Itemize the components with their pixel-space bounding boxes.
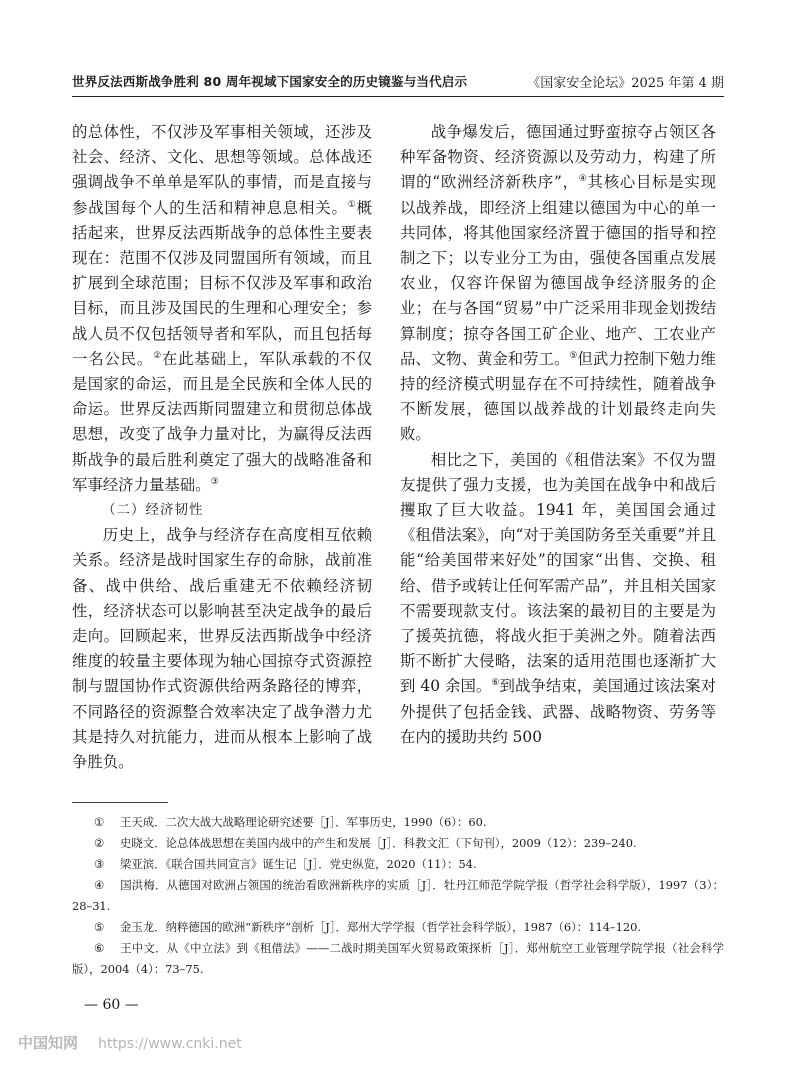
footnote-item: ④ 国洪梅．从德国对欧洲占领国的统治看欧洲新秩序的实质［J］．牡丹江师范学院学报（哲学社会科学版），1997（3）：28–31. xyxy=(72,875,724,917)
footnote-ref-6[interactable]: ⑥ xyxy=(491,678,500,689)
footnote-ref-4[interactable]: ④ xyxy=(578,174,588,185)
footnote-number: ⑤ xyxy=(94,920,105,934)
header-rule xyxy=(72,96,724,97)
right-paragraph-1: 战争爆发后，德国通过野蛮掠夺占领区各种军备物资、经济资源以及劳动力，构建了所谓的“欧洲经济新秩序”，④其核心目标是实现以战养战，即经济上组建以德国为中心的单一共同体，将其他国家经济置于德国的指导和控制之下；以专业分工为由，强使各国重点发展农业，仅容许保留为德国战争经济服务的企业；在与各国“贸易”中广泛采用非现金划拨结算制度；掠夺各国工矿企业、地产、工农业产品、文物、黄金和劳工。⑤但武力控制下勉力维持的经济模式明显存在不可持续性，随着战争不断发展，德国以战养战的计划最终走向失败。 xyxy=(400,123,716,444)
watermark xyxy=(18,1032,242,1053)
footnote-ref-1[interactable]: ① xyxy=(347,199,357,210)
footnote-item: ⑤ 金玉龙．纳粹德国的欧洲“新秩序”剖析［J］．郑州大学学报（哲学社会科学版），1987（6）：114–120. xyxy=(72,917,724,938)
page-number: — 60 — xyxy=(84,997,139,1013)
footnotes xyxy=(72,812,724,980)
footnote-number: ④ xyxy=(94,878,105,892)
footnote-ref-2[interactable]: ② xyxy=(153,350,162,361)
running-header-title: 世界反法西斯战争胜利 80 周年视域下国家安全的历史镜鉴与当代启示 xyxy=(72,74,468,89)
running-header-journal: 《国家安全论坛》2025 年第 4 期 xyxy=(527,76,724,91)
running-header xyxy=(72,68,724,92)
footnote-item: ⑥ 王中文．从《中立法》到《租借法》——二战时期美国军火贸易政策探析［J］．郑州航空工业管理学院学报（社会科学版），2004（4）：73–75. xyxy=(72,938,724,980)
right-column xyxy=(400,120,716,750)
section-heading-economic-resilience: （二）经济韧性 xyxy=(102,502,204,519)
footnote-item: ② 史晓文．论总体战思想在美国内战中的产生和发展［J］．科教文汇（下旬刊），2009（12）：239–240. xyxy=(72,833,724,854)
footnote-item: ③ 梁亚滨．《联合国共同宣言》诞生记［J］．党史纵览，2020（11）：54. xyxy=(72,854,724,875)
footnote-item: ① 王天成．二次大战大战略理论研究述要［J］．军事历史，1990（6）：60. xyxy=(72,812,724,833)
footnote-number: ⑥ xyxy=(94,941,105,955)
footnote-ref-5[interactable]: ⑤ xyxy=(569,350,578,361)
watermark-url: https://www.cnki.net xyxy=(98,1036,242,1052)
footnote-number: ③ xyxy=(94,857,105,871)
watermark-brand: 中国知网 xyxy=(18,1034,79,1052)
footnote-number: ① xyxy=(94,815,105,829)
left-paragraph-2: 历史上，战争与经济存在高度相互依赖关系。经济是战时国家生存的命脉，战前准备、战中供给、战后重建无不依赖经济韧性，经济状态可以影响甚至决定战争的最后走向。回顾起来，世界反法西斯战争中经济维度的较量主要体现为轴心国掠夺式资源控制与盟国协作式资源供给两条路径的博弈，不同路径的资源整合效率决定了战争潜力尤其是持久对抗能力，进而从根本上影响了战争胜负。 xyxy=(72,526,372,772)
footnote-rule xyxy=(72,802,168,803)
footnote-number: ② xyxy=(94,836,105,850)
right-paragraph-2: 相比之下，美国的《租借法案》不仅为盟友提供了强力支援，也为美国在战争中和战后攫取了巨大收益。1941 年，美国国会通过《租借法案》，向“对于美国防务至关重要”并且能“给美国带来好处”的国家“出售、交换、租给、借予或转让任何军需产品”，并且相关国家不需要现款支付。该法案的最初目的主要是为了援英抗德，将战火拒于美洲之外。随着法西斯不断扩大侵略，法案的适用范围也逐渐扩大到 40 余国。⑥到战争结束，美国通过该法案对外提供了包括金钱、武器、战略物资、劳务等在内的援助共约 500 xyxy=(400,450,716,746)
footnote-ref-3[interactable]: ③ xyxy=(210,476,219,487)
left-column xyxy=(72,120,372,775)
left-paragraph-1: 的总体性，不仅涉及军事相关领域，还涉及社会、经济、文化、思想等领域。总体战还强调战争不单单是军队的事情，而是直接与参战国每个人的生活和精神息息相关。①概括起来，世界反法西斯战争的总体性主要表现在：范围不仅涉及同盟国所有领域，而且扩展到全球范围；目标不仅涉及军事和政治目标，而且涉及国民的生理和心理安全；参战人员不仅包括领导者和军队，而且包括每一名公民。②在此基础上，军队承载的不仅是国家的命运，而且是全民族和全体人民的命运。世界反法西斯同盟建立和贯彻总体战思想，改变了战争力量对比，为赢得反法西斯战争的最后胜利奠定了强大的战略准备和军事经济力量基础。③ xyxy=(72,123,372,494)
